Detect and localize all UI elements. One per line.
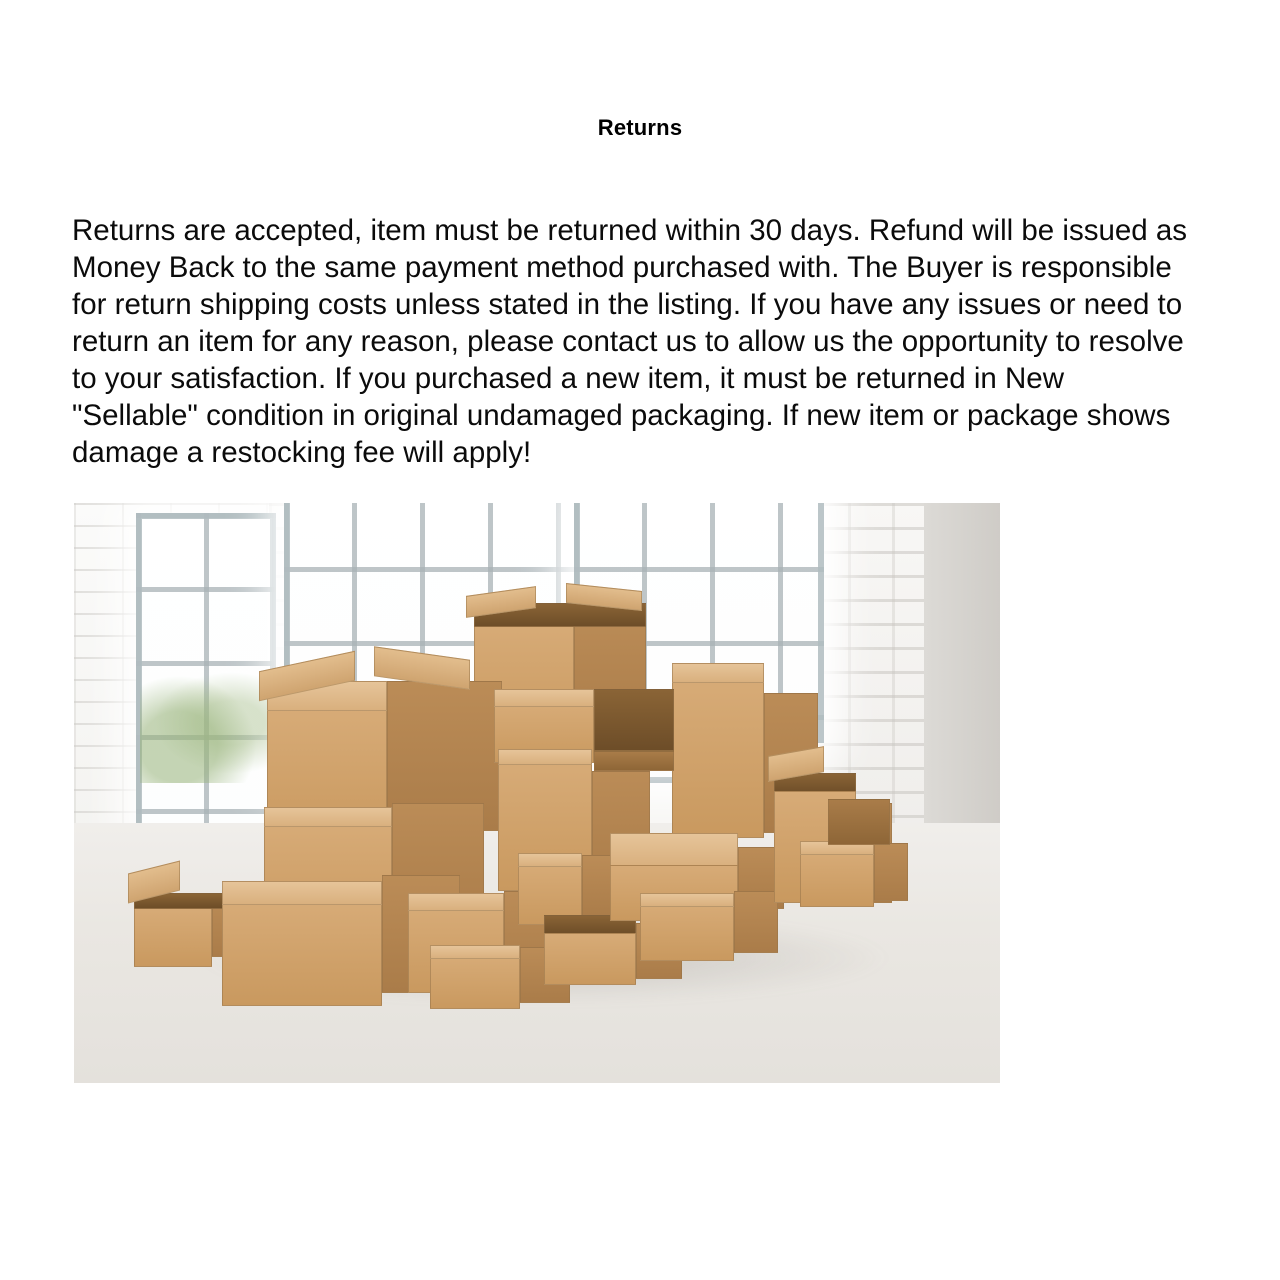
cardboard-boxes-photo <box>74 503 1000 1083</box>
window-foliage <box>140 663 270 783</box>
page-title: Returns <box>597 115 683 140</box>
returns-policy-text: Returns are accepted, item must be returned within 30 days. Refund will be issued as Money Back to the same payment method purchased with. The Buyer is responsible for return shipping costs unless stated in the listing. If you have any issues or need to return an item for any reason, please contact us to allow us the opportunity to resolve to your satisfaction. If you purchased a new item, it must be returned in New "Sellable" condition in original undamaged packaging. If new item or package shows damage a restocking fee will apply! <box>72 213 1188 469</box>
room-scene <box>74 503 1000 1083</box>
